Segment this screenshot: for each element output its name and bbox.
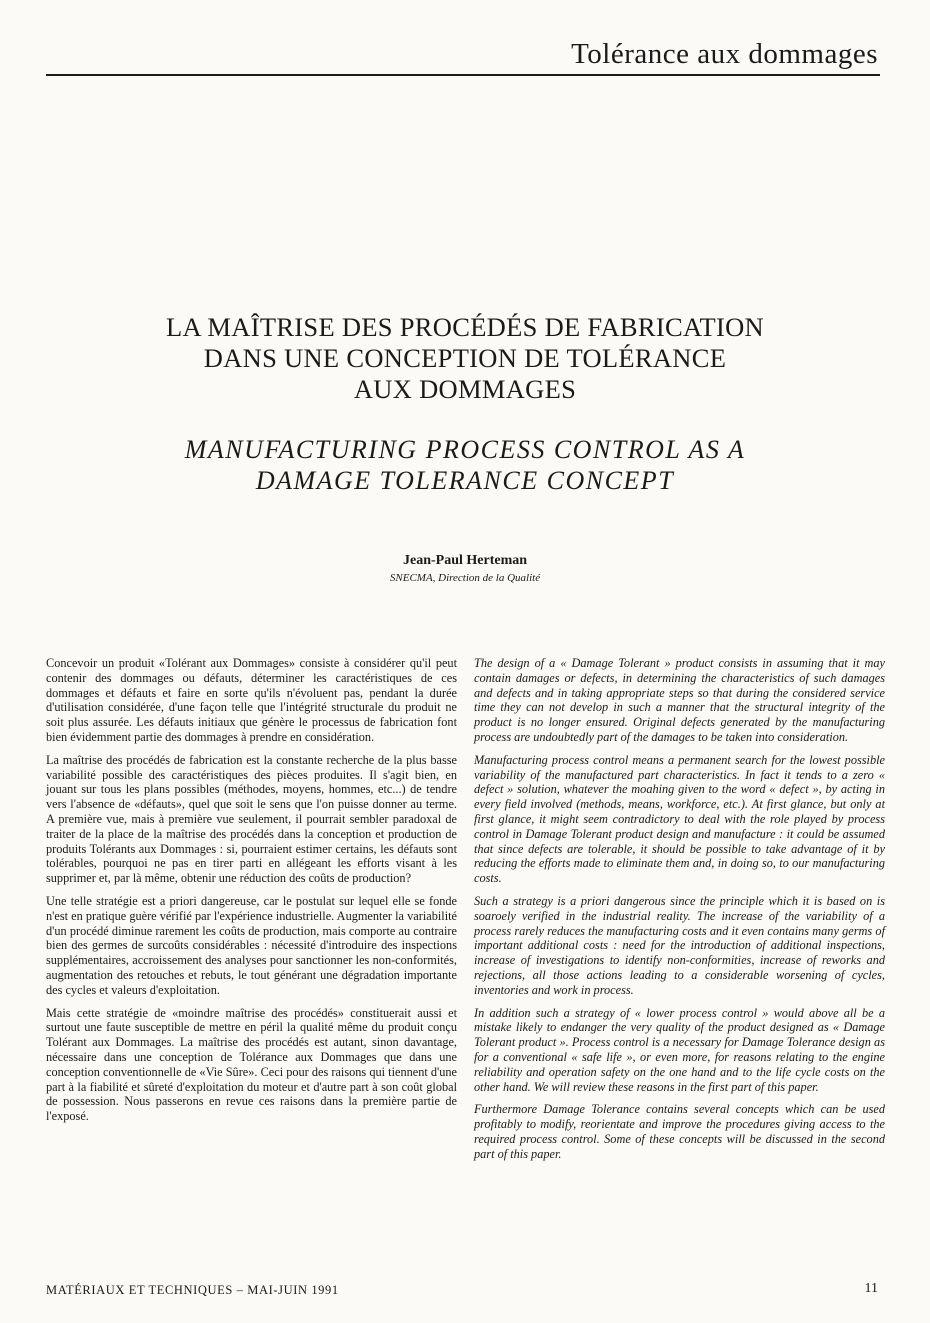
- paragraph: Furthermore Damage Tolerance contains several concepts which can be used profitably to modify, reorientate and improve the procedures giving access to the required process control. Some of these concepts will be discussed in the second part of this paper.: [474, 1102, 885, 1161]
- article-title-english: [40, 434, 890, 496]
- author-affiliation: SNECMA, Direction de la Qualité: [389, 572, 541, 584]
- paragraph: Mais cette stratégie de «moindre maîtrise des procédés» constituerait aussi et surtout une faute susceptible de mettre en péril la qualité même du produit conçu Tolérant aux Dommages. La maîtrise des procédés est autant, sinon davantage, nécessaire dans une conception de Tolérance aux Dommages que dans une conception conventionnelle de «Vie Sûre». Ceci pour des raisons qui tiennent d'une part à la fiabilité et sûreté d'exploitation du moteur et d'autre part à son coût global de possession. Nous passerons en revue ces raisons dans la première partie de l'exposé.: [46, 1005, 457, 1124]
- title-en-line: MANUFACTURING PROCESS CONTROL AS A: [184, 435, 746, 464]
- paragraph: In addition such a strategy of « lower process control » would above all be a mistake likely to endanger the very quality of the product designed as « Damage Tolerant product ». Process control is a necessary for Damage Tolerance design as for a conventional « safe life », or even more, for reasons relating to the engine reliability and operation safety on the one hand and to the life cycle costs on the other hand. We will review these reasons in the first part of this paper.: [474, 1005, 885, 1094]
- page-number: 11: [864, 1281, 878, 1296]
- paragraph: Concevoir un produit «Tolérant aux Dommages» consiste à considérer qu'il peut contenir des dommages ou défauts, déterminer les caractéristiques de ces dommages et défauts et faire en sorte qu'ils n'évoluent pas, pendant la durée d'utilisation considérée, d'une façon telle que l'intégrité structurale du produit ne soit plus assurée. Les défauts initiaux que génère le processus de fabrication font bien évidemment partie des dommages à prendre en considération.: [46, 656, 457, 744]
- journal-footer: MATÉRIAUX ET TECHNIQUES – MAI-JUIN 1991: [46, 1283, 339, 1297]
- running-header: Tolérance aux dommages: [571, 38, 878, 70]
- paragraph: La maîtrise des procédés de fabrication est la constante recherche de la plus basse variabilité possible des caractéristiques des pièces produites. Il s'agit bien, en jouant sur tous les plans possibles (méthodes, moyens, hommes, etc...) de tendre vers l'absence de «défauts», quel que soit le sens que l'on puisse donner au terme. A première vue, mais à première vue seulement, il pourrait sembler paradoxal de traiter de la place de la maîtrise des procédés dans la conception et production de produits Tolérants aux Dommages : si, pourraient estimer certains, les défauts sont tolérables, pourquoi ne pas en tirer parti en allégeant les efforts visant à les supprimer et, par là même, obtenir une réduction des coûts de production?: [46, 752, 457, 886]
- title-fr-line: LA MAÎTRISE DES PROCÉDÉS DE FABRICATION: [166, 312, 764, 342]
- paragraph: Une telle stratégie est a priori dangereuse, car le postulat sur lequel elle se fonde n'est en pratique guère vérifié par l'expérience industrielle. Augmenter la variabilité d'un procédé diminue rarement les coûts de production, mais comporte au contraire bien des germes de surcoûts considérables : nécessité d'introduire des inspections supplémentaires, accroissement des analyses pour sanctionner les non-conformités, augmentation des retouches et rebuts, le tout générant une dégradation importante des cycles et valeurs d'exploitation.: [46, 893, 457, 997]
- french-body-column: [46, 656, 457, 1132]
- english-body-column: [474, 656, 885, 1170]
- paragraph: Such a strategy is a priori dangerous since the principle which it is based on is soaroely verified in the industrial reality. The increase of the variability of a process rarely reduces the manufacturing costs and it even contains many germs of important additional costs : need for the introduction of additional inspections, increase of investigations to identify non-conformities, increase of reworks and rejections, all those actions leading to a considerable worsening of cycles, inventories and work in process.: [474, 893, 885, 997]
- title-fr-line: AUX DOMMAGES: [353, 374, 577, 404]
- header-rule: [46, 74, 880, 76]
- author-name: Jean-Paul Herteman: [402, 553, 528, 568]
- title-fr-line: DANS UNE CONCEPTION DE TOLÉRANCE: [203, 343, 727, 373]
- title-en-line: DAMAGE TOLERANCE CONCEPT: [255, 466, 675, 495]
- paragraph: The design of a « Damage Tolerant » product consists in assuming that it may contain damages or defects, in determining the characteristics of such damages and defects and in taking appropriate steps so that during the considered service time they can not develop in such a manner that the structural integrity of the product is no longer ensured. Original defects generated by the manufacturing process are undoubtedly part of the damages to be taken into consideration.: [474, 656, 885, 744]
- article-title-french: [40, 312, 890, 405]
- paragraph: Manufacturing process control means a permanent search for the lowest possible variability of the manufactured part characteristics. In fact it tends to a zero « defect » solution, whatever the moahing given to the word « defect », by acting in every field involved (methods, means, workforce, etc.). At first glance, but only at first glance, it might seem contradictory to deal with the role played by process control in Damage Tolerant product design and manufacture : it could be assumed that since defects are tolerable, it should be possible to take advantage of it by reducing the efforts made to eliminate them and, in doing so, to our manufacturing costs.: [474, 752, 885, 886]
